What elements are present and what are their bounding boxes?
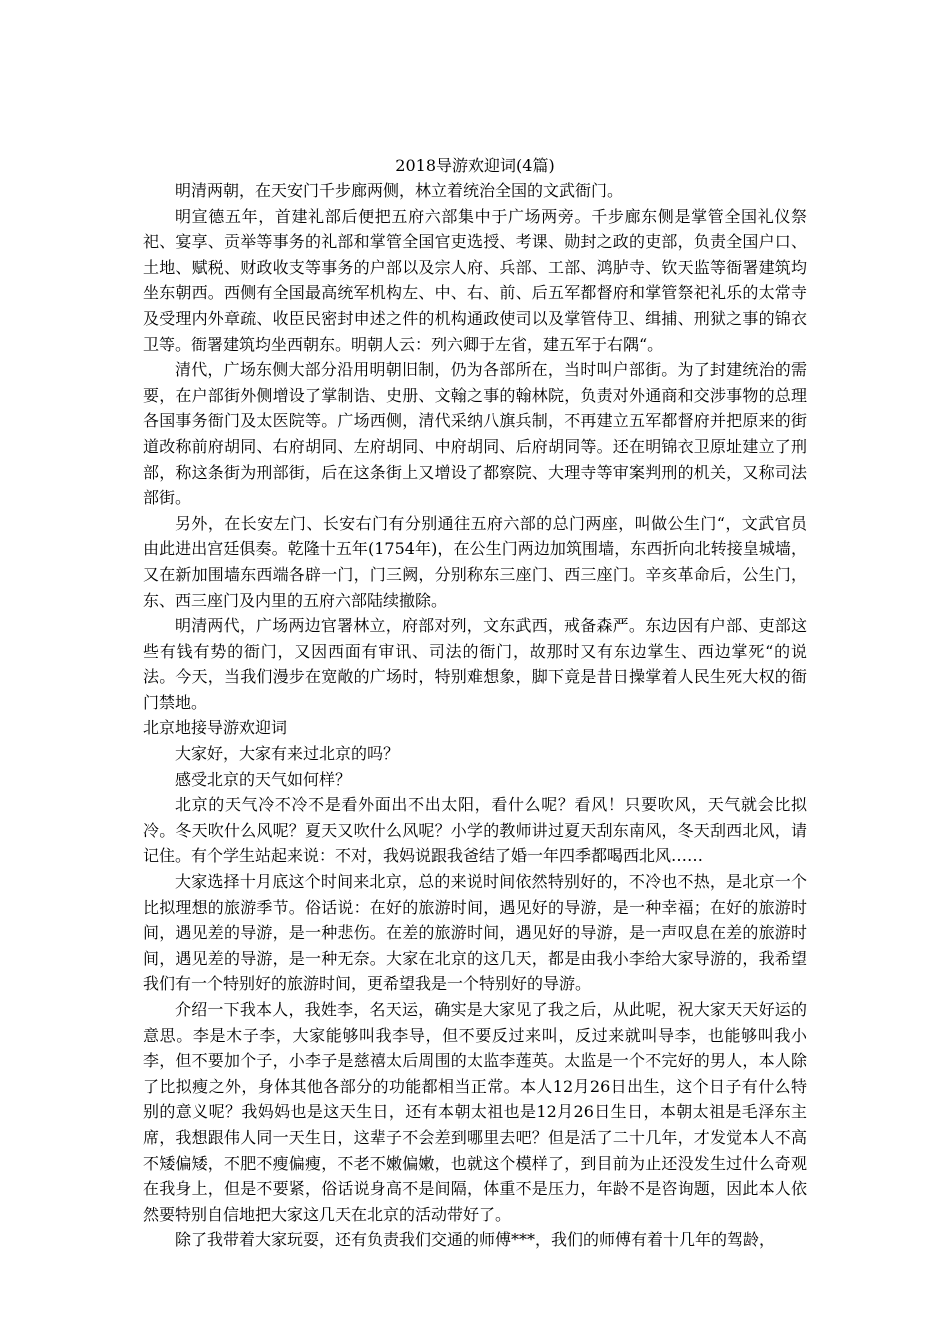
paragraph: 明清两代，广场两边官署林立，府部对列，文东武西，戒备森严。东边因有户部、吏部这些有钱有势的衙门，又因西面有审讯、司法的衙门，故那时又有东边掌生、西边掌死“的说法。今天，当我们漫步在宽敞的广场时，特别难想象，脚下竟是昔日操掌着人民生死大权的衙门禁地。 [143, 616, 807, 712]
paragraph: 清代，广场东侧大部分沿用明朝旧制，仍为各部所在，当时叫户部街。为了封建统治的需要，在户部街外侧增设了掌制诰、史册、文翰之事的翰林院，负责对外通商和交涉事物的总理各国事务衙门及太医院等。广场西侧，清代采纳八旗兵制，不再建立五军都督府并把原来的街道改称前府胡同、右府胡同、左府胡同、中府胡同、后府胡同等。还在明锦衣卫原址建立了刑部，称这条街为刑部街，后在这条街上又增设了都察院、大理寺等审案判刑的机关，又称司法部街。 [143, 360, 807, 508]
document-title: 2018导游欢迎词(4篇) [395, 156, 555, 175]
paragraph: 明清两朝，在天安门千步廊两侧，林立着统治全国的文武衙门。 [175, 181, 624, 200]
section-heading: 北京地接导游欢迎词 [143, 718, 288, 738]
paragraph: 介绍一下我本人，我姓李，名天运，确实是大家见了我之后，从此呢，祝大家天天好运的意思。李是木子李，大家能够叫我李导，但不要反过来叫，反过来就叫导李，也能够叫我小李，但不要加个子，小李子是慈禧太后周围的太监李莲英。太监是一个不完好的男人，本人除了比拟瘦之外，身体其他各部分的功能都相当正常。本人12月26日出生，这个日子有什么特别的意义呢？我妈妈也是这天生日，还有本朝太祖也是12月26日生日，本朝太祖是毛泽东主席，我想跟伟人同一天生日，这辈子不会差到哪里去吧？但是活了二十几年，才发觉本人不高不矮偏矮，不肥不瘦偏瘦，不老不嫩偏嫩，也就这个模样了，到目前为止还没发生过什么奇观在我身上，但是不要紧，俗话说身高不是间隔，体重不是压力，年龄不是咨询题，因此本人依然要特别自信地把大家这几天在北京的活动带好了。 [143, 1000, 807, 1224]
paragraph: 另外，在长安左门、长安右门有分别通往五府六部的总门两座，叫做公生门“，文武官员由此进出宫廷俱奏。乾隆十五年(1754年)，在公生门两边加筑围墙，东西折向北转接皇城墙，又在新加围墙东西端各辟一门，门三阙，分别称东三座门、西三座门。辛亥革命后，公生门，东、西三座门及内里的五府六部陆续撤除。 [143, 513, 807, 610]
document-page [143, 154, 807, 1253]
paragraph: 除了我带着大家玩耍，还有负责我们交通的师傅***，我们的师傅有着十几年的驾龄， [175, 1230, 776, 1250]
paragraph: 明宣德五年，首建礼部后便把五府六部集中于广场两旁。千步廊东侧是掌管全国礼仪祭祀、宴享、贡举等事务的礼部和掌管全国官吏选授、考课、勋封之政的吏部，负责全国户口、土地、赋税、财政收支等事务的户部以及宗人府、兵部、工部、鸿胪寺、钦天监等衙署建筑均坐东朝西。西侧有全国最高统军机构左、中、右、前、后五军都督府和掌管祭祀礼乐的太常寺及受理内外章疏、收臣民密封申述之件的机构通政使司以及掌管侍卫、缉捕、刑狱之事的锦衣卫等。衙署建筑均坐西朝东。明朝人云：列六卿于左省，建五军于右隅“。 [143, 206, 807, 354]
paragraph: 大家选择十月底这个时间来北京，总的来说时间依然特别好的，不冷也不热，是北京一个比拟理想的旅游季节。俗话说：在好的旅游时间，遇见好的导游，是一种幸福；在好的旅游时间，遇见差的导游，是一种悲伤。在差的旅游时间，遇见好的导游，是一声叹息在差的旅游时间，遇见差的导游，是一种无奈。大家在北京的这几天，都是由我小李给大家导游的，我希望我们有一个特别好的旅游时间，更希望我是一个特别好的导游。 [143, 872, 807, 994]
paragraph: 大家好，大家有来过北京的吗？ [175, 744, 400, 764]
paragraph: 北京的天气冷不冷不是看外面出不出太阳，看什么呢？看风！只要吹风，天气就会比拟冷。冬天吹什么风呢？夏天又吹什么风呢？小学的教师讲过夏天刮东南风，冬天刮西北风，请记住。有个学生站起来说：不对，我妈说跟我爸结了婚一年四季都喝西北风…… [143, 795, 807, 866]
paragraph: 感受北京的天气如何样？ [175, 769, 352, 789]
